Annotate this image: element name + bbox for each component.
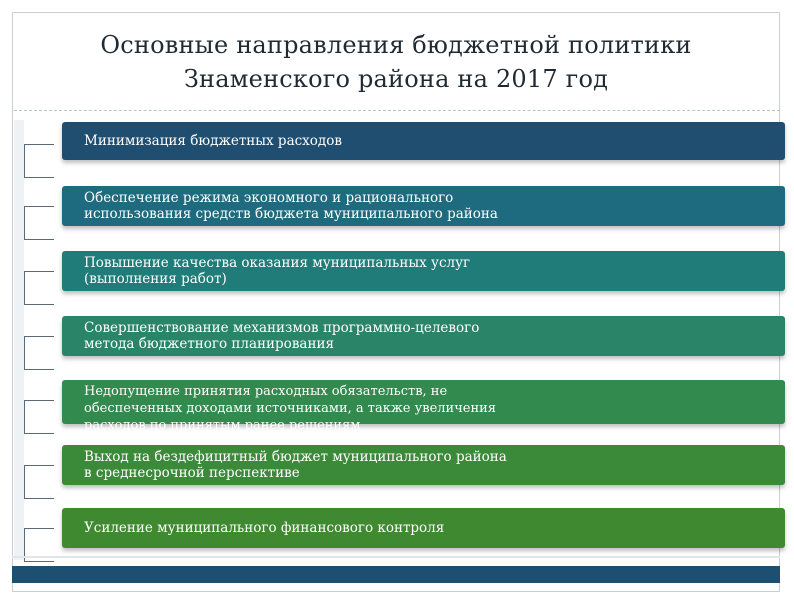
list-item-bar bbox=[62, 251, 785, 291]
list-item-text: Минимизация бюджетных расходов bbox=[84, 133, 342, 149]
list-item-bar bbox=[62, 508, 785, 548]
connector-line bbox=[24, 465, 54, 499]
list-item-text: Выход на бездефицитный бюджет муниципального района в среднесрочной перспективе bbox=[84, 449, 507, 481]
connector-line bbox=[24, 271, 54, 305]
footer-rule bbox=[12, 556, 780, 558]
title-divider bbox=[14, 110, 780, 111]
connector-line bbox=[24, 144, 54, 178]
list-item-text: Повышение качества оказания муниципальных услуг (выполнения работ) bbox=[84, 255, 471, 287]
title-line-1: Основные направления бюджетной политики bbox=[100, 31, 692, 59]
list-item-text: Обеспечение режима экономного и рационального использования средств бюджета муниципального района bbox=[84, 190, 498, 222]
footer-bar bbox=[12, 566, 780, 583]
title-line-2: Знаменского района на 2017 год bbox=[183, 65, 609, 93]
connector-line bbox=[24, 206, 54, 240]
list-item-text: Совершенствование механизмов программно-целевого метода бюджетного планирования bbox=[84, 320, 480, 352]
list-item-bar bbox=[62, 122, 785, 160]
list-item-text: Усиление муниципального финансового контроля bbox=[84, 520, 445, 536]
side-rail bbox=[14, 120, 24, 560]
list-item-bar bbox=[62, 445, 785, 485]
slide-title bbox=[14, 14, 778, 110]
list-item-bar bbox=[62, 380, 785, 433]
list-item-bar bbox=[62, 186, 785, 226]
connector-line bbox=[24, 400, 54, 434]
list-item-bar bbox=[62, 316, 785, 356]
connector-line bbox=[24, 336, 54, 370]
list-item-text: Недопущение принятия расходных обязательств, не обеспеченных доходами источниками, а также увеличения расходов по принятым ранее решениям bbox=[84, 383, 497, 433]
